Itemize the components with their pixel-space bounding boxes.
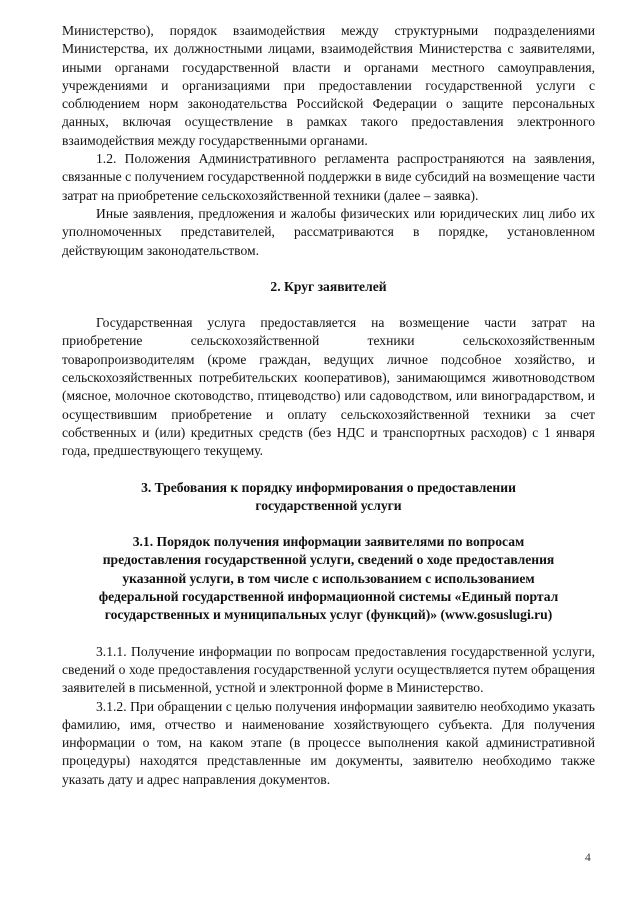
section-heading-3-1: 3.1. Порядок получения информации заявителями по вопросам предоставления государственной услуги, сведений о ходе предоставления указанной услуги, в том числе с использованием с использованием федеральной государственной информационной системы «Единый портал государственных и муниципальных услуг (функций)» (www.gosuslugi.ru) — [98, 534, 559, 623]
page-number: 4 — [585, 852, 591, 864]
paragraph-intro-continued: Министерство), порядок взаимодействия между структурными подразделениями Министерства, их должностными лицами, взаимодействия Министерства с заявителями, иными органами государственной власти и органами местного самоуправления, учреждениями и организациями при предоставлении государственной услуги с соблюдением норм законодательства Российской Федерации о защите персональных данных, включая осуществление в рамках такого предоставления электронного взаимодействия между государственными органами. — [62, 23, 595, 148]
document-page — [62, 22, 595, 789]
paragraph-other-applications: Иные заявления, предложения и жалобы физических или юридических лиц либо их уполномоченных представителей, рассматриваются в порядке, установленном действующим законодательством. — [62, 205, 595, 258]
section-heading-3: 3. Требования к порядку информирования о предоставлении государственной услуги — [141, 479, 516, 513]
paragraph-3-1-2: 3.1.2. При обращении с целью получения информации заявителю необходимо указать фамилию, имя, отчество и наименование хозяйствующего субъекта. Для получения информации о том, на каком этапе (в процессе выполнения какой административной процедуры) находятся представленные им документы, заявителю необходимо также указать дату и адрес направления документов. — [62, 698, 595, 787]
paragraph-1-2: 1.2. Положения Административного регламента распространяются на заявления, связанные с получением государственной поддержки в виде субсидий на возмещение части затрат на приобретение сельскохозяйственной техники (далее – заявка). — [62, 151, 595, 203]
paragraph-3-1-1: 3.1.1. Получение информации по вопросам предоставления государственной услуги, сведений о ходе предоставления государственной услуги осуществляется путем обращения заявителей в письменной, устной и электронной форме в Министерство. — [62, 643, 595, 696]
section-heading-2: 2. Круг заявителей — [270, 278, 387, 294]
paragraph-applicants: Государственная услуга предоставляется на возмещение части затрат на приобретение сельскохозяйственной техники сельскохозяйственным товаропроизводителям (кроме граждан, ведущих личное подсобное хозяйство, и сельскохозяйственных потребительских кооперативов), занимающимся животноводством (мясное, молочное скотоводство, птицеводство) или садоводством, или виноградарством, и осуществившим приобретение и оплату сельскохозяйственной техники за счет собственных и (или) кредитных средств (без НДС и транспортных расходов) с 1 января года, предшествующего текущему. — [62, 315, 595, 459]
